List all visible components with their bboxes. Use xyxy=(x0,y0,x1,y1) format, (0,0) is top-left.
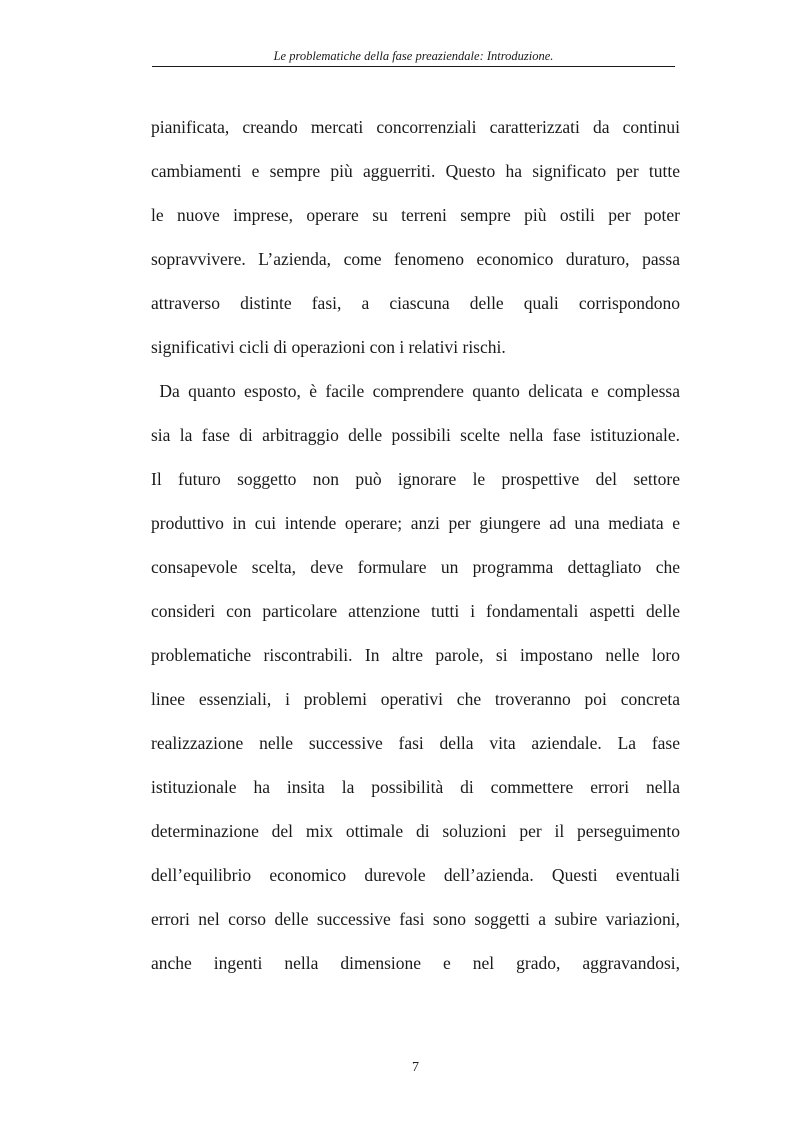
text-line: consapevole scelta, deve formulare un programma dettagliato che xyxy=(151,557,680,577)
text-line: realizzazione nelle successive fasi della vita aziendale. La fase xyxy=(151,733,680,753)
text-line: linee essenziali, i problemi operativi che troveranno poi concreta xyxy=(151,689,680,709)
text-line: pianificata, creando mercati concorrenziali caratterizzati da continui xyxy=(151,117,680,137)
text-line: dell’equilibrio economico durevole dell’azienda. Questi eventuali xyxy=(151,865,680,885)
text-line: cambiamenti e sempre più agguerriti. Questo ha significato per tutte xyxy=(151,161,680,181)
text-line: produttivo in cui intende operare; anzi per giungere ad una mediata e xyxy=(151,513,680,533)
text-line: sopravvivere. L’azienda, come fenomeno economico duraturo, passa xyxy=(151,249,680,269)
text-line: sia la fase di arbitraggio delle possibili scelte nella fase istituzionale. xyxy=(151,425,680,445)
text-line: errori nel corso delle successive fasi sono soggetti a subire variazioni, xyxy=(151,909,680,929)
header-rule xyxy=(152,66,675,67)
text-line: Il futuro soggetto non può ignorare le prospettive del settore xyxy=(151,469,680,489)
text-line: problematiche riscontrabili. In altre parole, si impostano nelle loro xyxy=(151,645,680,665)
text-line: significativi cicli di operazioni con i relativi rischi. xyxy=(151,337,506,357)
page-number: 7 xyxy=(412,1060,419,1075)
text-line: anche ingenti nella dimensione e nel grado, aggravandosi, xyxy=(151,953,680,973)
body-text xyxy=(151,109,680,989)
text-line: attraverso distinte fasi, a ciascuna delle quali corrispondono xyxy=(151,293,680,313)
text-line: consideri con particolare attenzione tutti i fondamentali aspetti delle xyxy=(151,601,680,621)
text-line: istituzionale ha insita la possibilità di commettere errori nella xyxy=(151,777,680,797)
text-line: Da quanto esposto, è facile comprendere quanto delicata e complessa xyxy=(151,381,680,401)
text-line: le nuove imprese, operare su terreni sempre più ostili per poter xyxy=(151,205,680,225)
text-line: determinazione del mix ottimale di soluzioni per il perseguimento xyxy=(151,821,680,841)
running-header: Le problematiche della fase preaziendale: Introduzione. xyxy=(273,49,554,63)
